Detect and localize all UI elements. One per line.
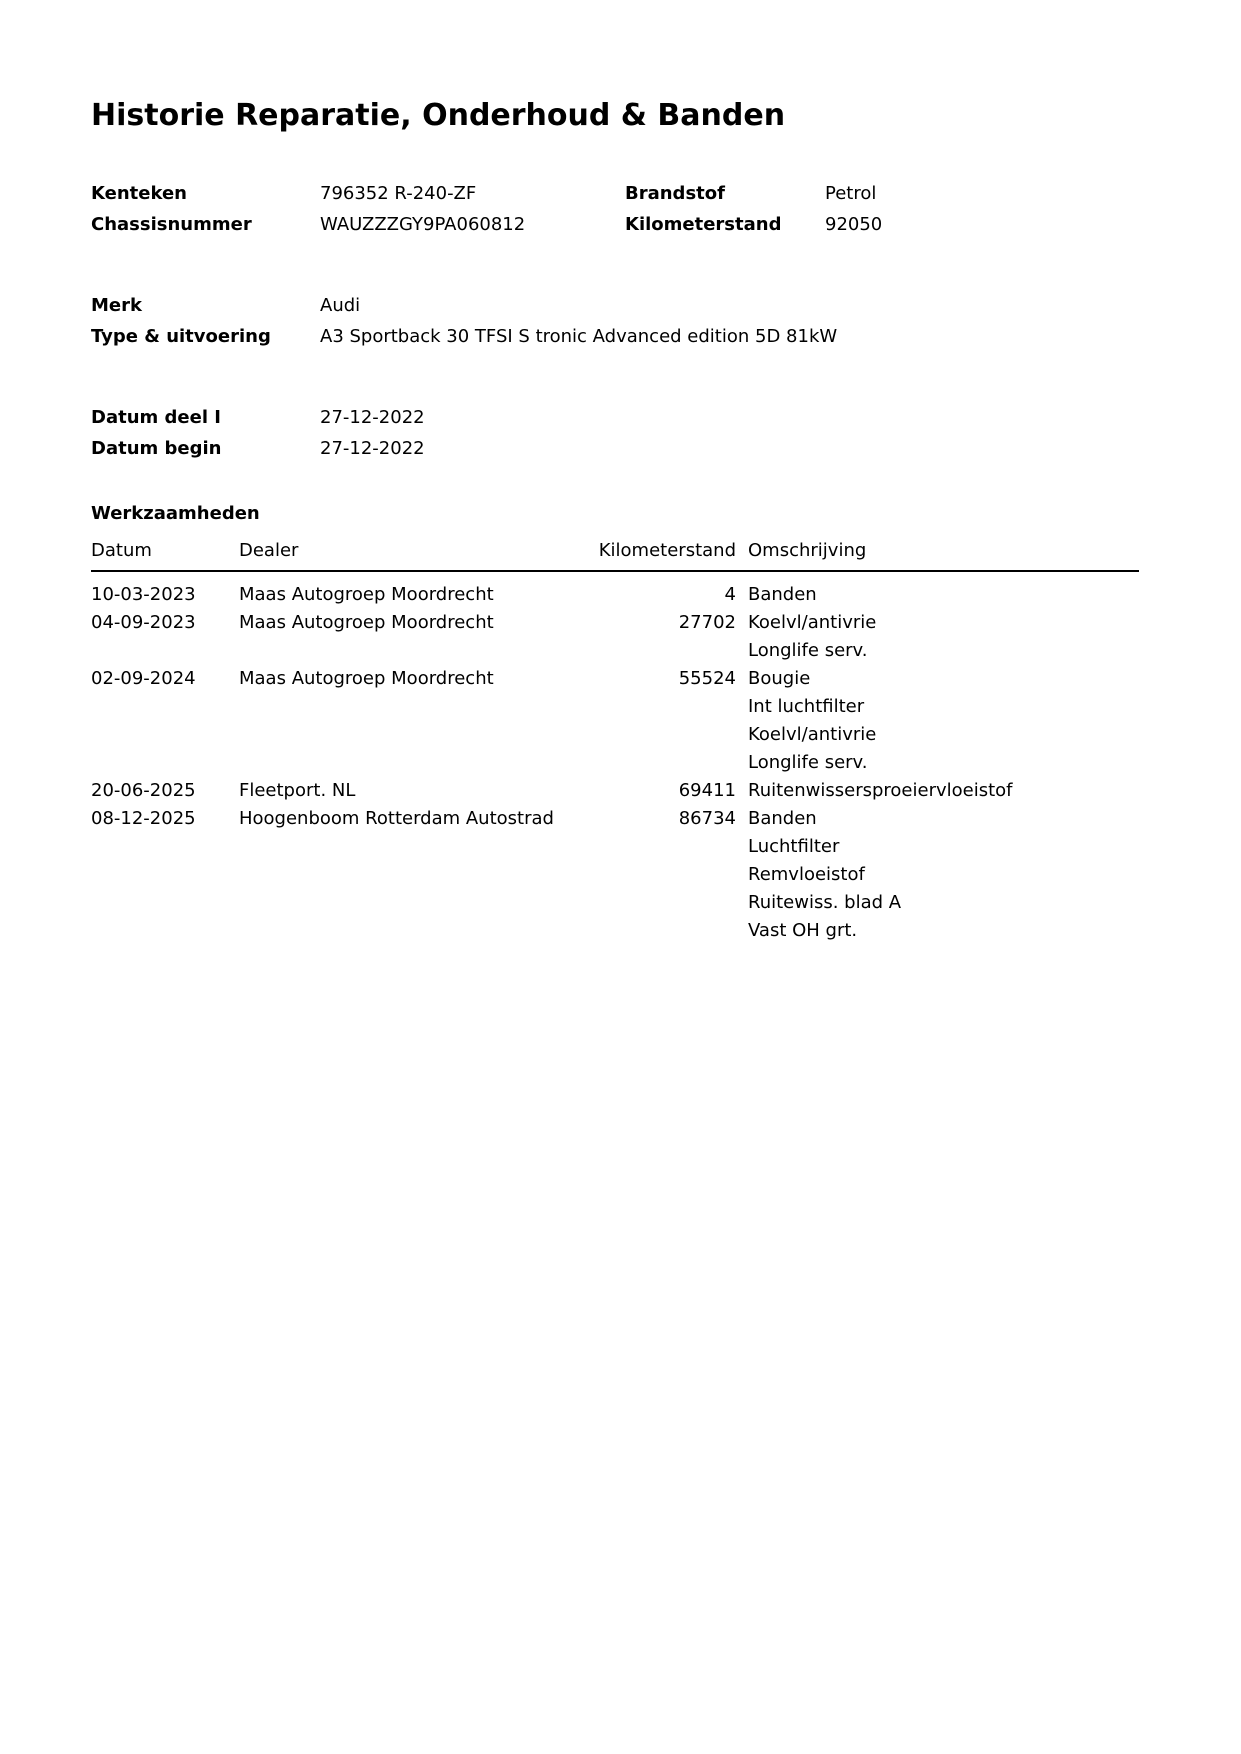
- spacer-two: [91, 352, 1141, 402]
- cell-datum: 02-09-2024: [91, 668, 196, 689]
- omschrijving-line: Luchtfilter: [748, 836, 840, 857]
- vehicle-identity-block: [91, 178, 1141, 240]
- brandstof-label: Brandstof: [625, 183, 725, 204]
- omschrijving-line: Koelvl/antivrie: [748, 724, 877, 745]
- omschrijving-line: Vast OH grt.: [748, 920, 858, 941]
- cell-kilometerstand: 55524: [678, 668, 736, 689]
- cell-omschrijving: [736, 777, 1139, 805]
- omschrijving-line: Koelvl/antivrie: [748, 612, 877, 633]
- omschrijving-line: Longlife serv.: [748, 752, 868, 773]
- cell-omschrijving: [736, 609, 1139, 665]
- cell-kilometerstand: 69411: [678, 780, 736, 801]
- omschrijving-line: Int luchtfilter: [748, 696, 865, 717]
- cell-datum: 08-12-2025: [91, 808, 196, 829]
- cell-dealer: Fleetport. NL: [239, 780, 356, 801]
- omschrijving-line: Banden: [748, 808, 817, 829]
- cell-dealer: Maas Autogroep Moordrecht: [239, 612, 494, 633]
- datum-deel-i-label: Datum deel I: [91, 407, 221, 428]
- vehicle-model-block: [91, 290, 1141, 352]
- cell-omschrijving: [736, 571, 1139, 609]
- column-header-omschrijving: Omschrijving: [748, 540, 867, 561]
- table-header-row: [91, 540, 1139, 571]
- table-header: [91, 540, 1139, 571]
- table-row: [91, 777, 1139, 805]
- type-uitvoering-label: Type & uitvoering: [91, 326, 271, 347]
- type-uitvoering-value: A3 Sportback 30 TFSI S tronic Advanced edition 5D 81kW: [320, 326, 838, 347]
- cell-omschrijving: [736, 805, 1139, 945]
- kenteken-label: Kenteken: [91, 183, 187, 204]
- column-header-kilometerstand: Kilometerstand: [598, 540, 736, 561]
- cell-datum: 10-03-2023: [91, 584, 196, 605]
- document-content: [91, 98, 1141, 945]
- omschrijving-line: Banden: [748, 584, 817, 605]
- omschrijving-line: Ruitewiss. blad A: [748, 892, 902, 913]
- page-title: Historie Reparatie, Onderhoud & Banden: [91, 98, 786, 133]
- kenteken-value: 796352 R-240-ZF: [320, 183, 477, 204]
- vehicle-dates-block: [91, 402, 1141, 464]
- merk-value: Audi: [320, 295, 361, 316]
- omschrijving-line: Ruitenwissersproeiervloeistof: [748, 780, 1013, 801]
- werkzaamheden-table: [91, 540, 1139, 945]
- cell-kilometerstand: 4: [724, 584, 736, 605]
- cell-dealer: Maas Autogroep Moordrecht: [239, 668, 494, 689]
- cell-kilometerstand: 86734: [678, 808, 736, 829]
- spacer-three: [91, 464, 1141, 503]
- omschrijving-line: Longlife serv.: [748, 640, 868, 661]
- column-header-datum: Datum: [91, 540, 152, 561]
- spacer-one: [91, 240, 1141, 290]
- cell-dealer: Hoogenboom Rotterdam Autostrad: [239, 808, 554, 829]
- table-row: [91, 805, 1139, 945]
- cell-kilometerstand: 27702: [678, 612, 736, 633]
- cell-dealer: Maas Autogroep Moordrecht: [239, 584, 494, 605]
- table-body: [91, 571, 1139, 945]
- kilometerstand-label: Kilometerstand: [625, 214, 782, 235]
- cell-datum: 04-09-2023: [91, 612, 196, 633]
- merk-label: Merk: [91, 295, 142, 316]
- werkzaamheden-heading: Werkzaamheden: [91, 503, 260, 524]
- table-row: [91, 571, 1139, 609]
- cell-datum: 20-06-2025: [91, 780, 196, 801]
- datum-deel-i-value: 27-12-2022: [320, 407, 425, 428]
- datum-begin-value: 27-12-2022: [320, 438, 425, 459]
- chassisnummer-value: WAUZZZGY9PA060812: [320, 214, 526, 235]
- datum-begin-label: Datum begin: [91, 438, 222, 459]
- cell-omschrijving: [736, 665, 1139, 777]
- omschrijving-line: Bougie: [748, 668, 811, 689]
- column-header-dealer: Dealer: [239, 540, 299, 561]
- kilometerstand-value: 92050: [825, 214, 883, 235]
- chassisnummer-label: Chassisnummer: [91, 214, 252, 235]
- table-row: [91, 609, 1139, 665]
- brandstof-value: Petrol: [825, 183, 877, 204]
- table-row: [91, 665, 1139, 777]
- omschrijving-line: Remvloeistof: [748, 864, 865, 885]
